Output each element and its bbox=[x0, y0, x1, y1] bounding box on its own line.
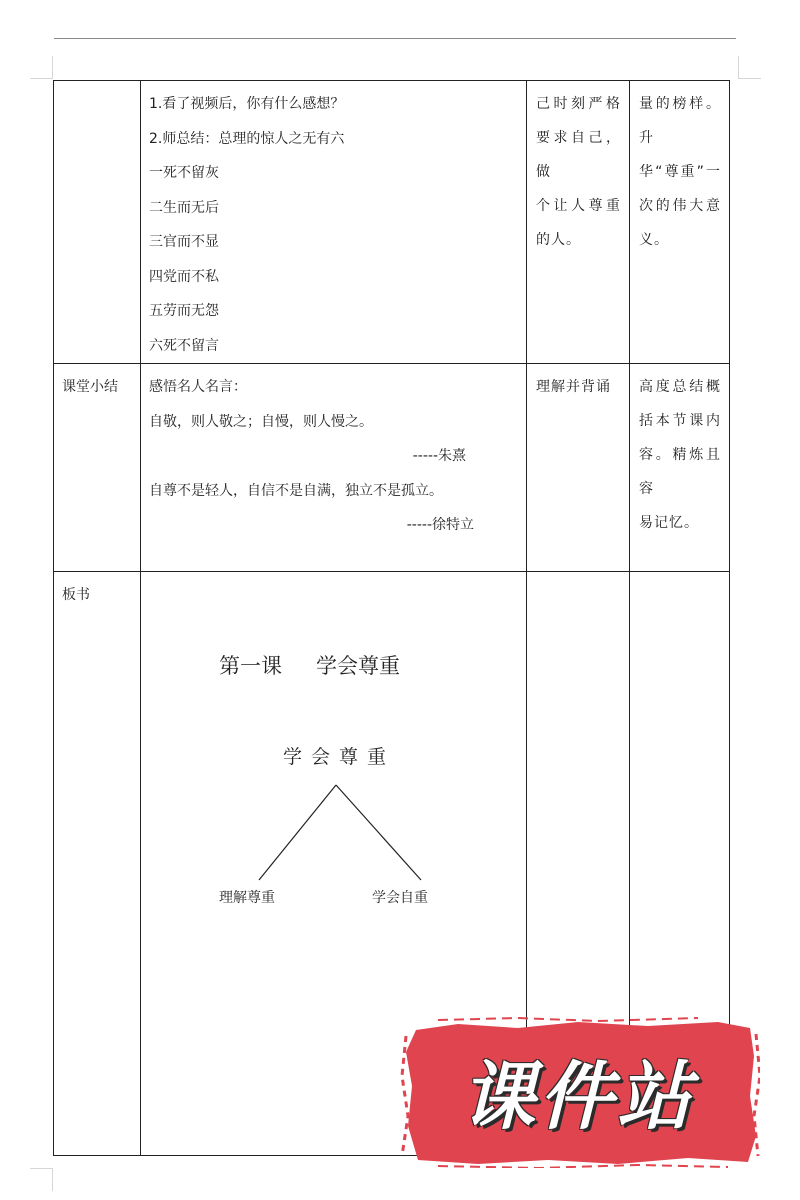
board-right-branch: 学会自重 bbox=[372, 890, 428, 906]
content-line: 二生而无后 bbox=[149, 199, 219, 216]
table-row bbox=[54, 364, 730, 572]
left-branch-line bbox=[259, 785, 336, 880]
content-line: 四党而不私 bbox=[149, 268, 219, 285]
board-center-topic: 学会尊重 bbox=[283, 746, 396, 768]
stage-cell bbox=[54, 81, 141, 364]
quote-text: 自尊不是轻人，自信不是自满，独立不是孤立。 bbox=[149, 482, 443, 499]
lesson-title: 学会尊重 bbox=[316, 654, 400, 678]
content-line: 三官而不显 bbox=[149, 234, 219, 250]
watermark-text: 课件站 bbox=[461, 1054, 695, 1140]
intent-text: 量的榜样。升 华“尊重”一 次的伟大意 义。 bbox=[639, 96, 721, 248]
activity-cell bbox=[141, 364, 527, 572]
stage-cell bbox=[54, 572, 141, 1156]
watermark-stamp bbox=[398, 1016, 760, 1172]
summary-intro: 感悟名人名言： bbox=[149, 379, 247, 395]
quote-author: -----徐特立 bbox=[406, 517, 474, 533]
quote-text: 自敬，则人敬之；自慢，则人慢之。 bbox=[149, 413, 373, 430]
margin-corner-mark bbox=[738, 56, 761, 79]
lesson-plan-table bbox=[53, 80, 730, 1156]
content-line: 一死不留灰 bbox=[149, 165, 219, 181]
stage-label: 板书 bbox=[62, 587, 90, 603]
activity-cell bbox=[141, 81, 527, 364]
margin-corner-mark bbox=[30, 1168, 53, 1191]
student-activity-cell bbox=[527, 364, 630, 572]
student-activity-cell bbox=[527, 81, 630, 364]
header-rule bbox=[54, 38, 736, 39]
student-text: 己时刻严格 要求自己，做 个让人尊重 的人。 bbox=[536, 96, 621, 248]
content-line: 1.看了视频后，你有什么感想？ bbox=[149, 96, 345, 112]
quote-author: -----朱熹 bbox=[412, 448, 466, 464]
board-left-branch: 理解尊重 bbox=[219, 890, 275, 906]
lesson-number: 第一课 bbox=[219, 654, 282, 678]
student-text: 理解并背诵 bbox=[536, 379, 611, 395]
table-row bbox=[54, 81, 730, 364]
design-intent-cell bbox=[630, 364, 730, 572]
content-line: 六死不留言 bbox=[149, 337, 219, 354]
design-intent-cell bbox=[630, 81, 730, 364]
margin-corner-mark bbox=[30, 56, 53, 79]
right-branch-line bbox=[336, 785, 421, 880]
content-line: 五劳而无怨 bbox=[149, 303, 219, 319]
stage-label: 课堂小结 bbox=[62, 379, 118, 395]
stage-cell bbox=[54, 364, 141, 572]
content-line: 2.师总结：总理的惊人之无有六 bbox=[149, 130, 345, 147]
intent-text: 高度总结概 括本节课内 容。精炼且容 易记忆。 bbox=[639, 379, 721, 531]
